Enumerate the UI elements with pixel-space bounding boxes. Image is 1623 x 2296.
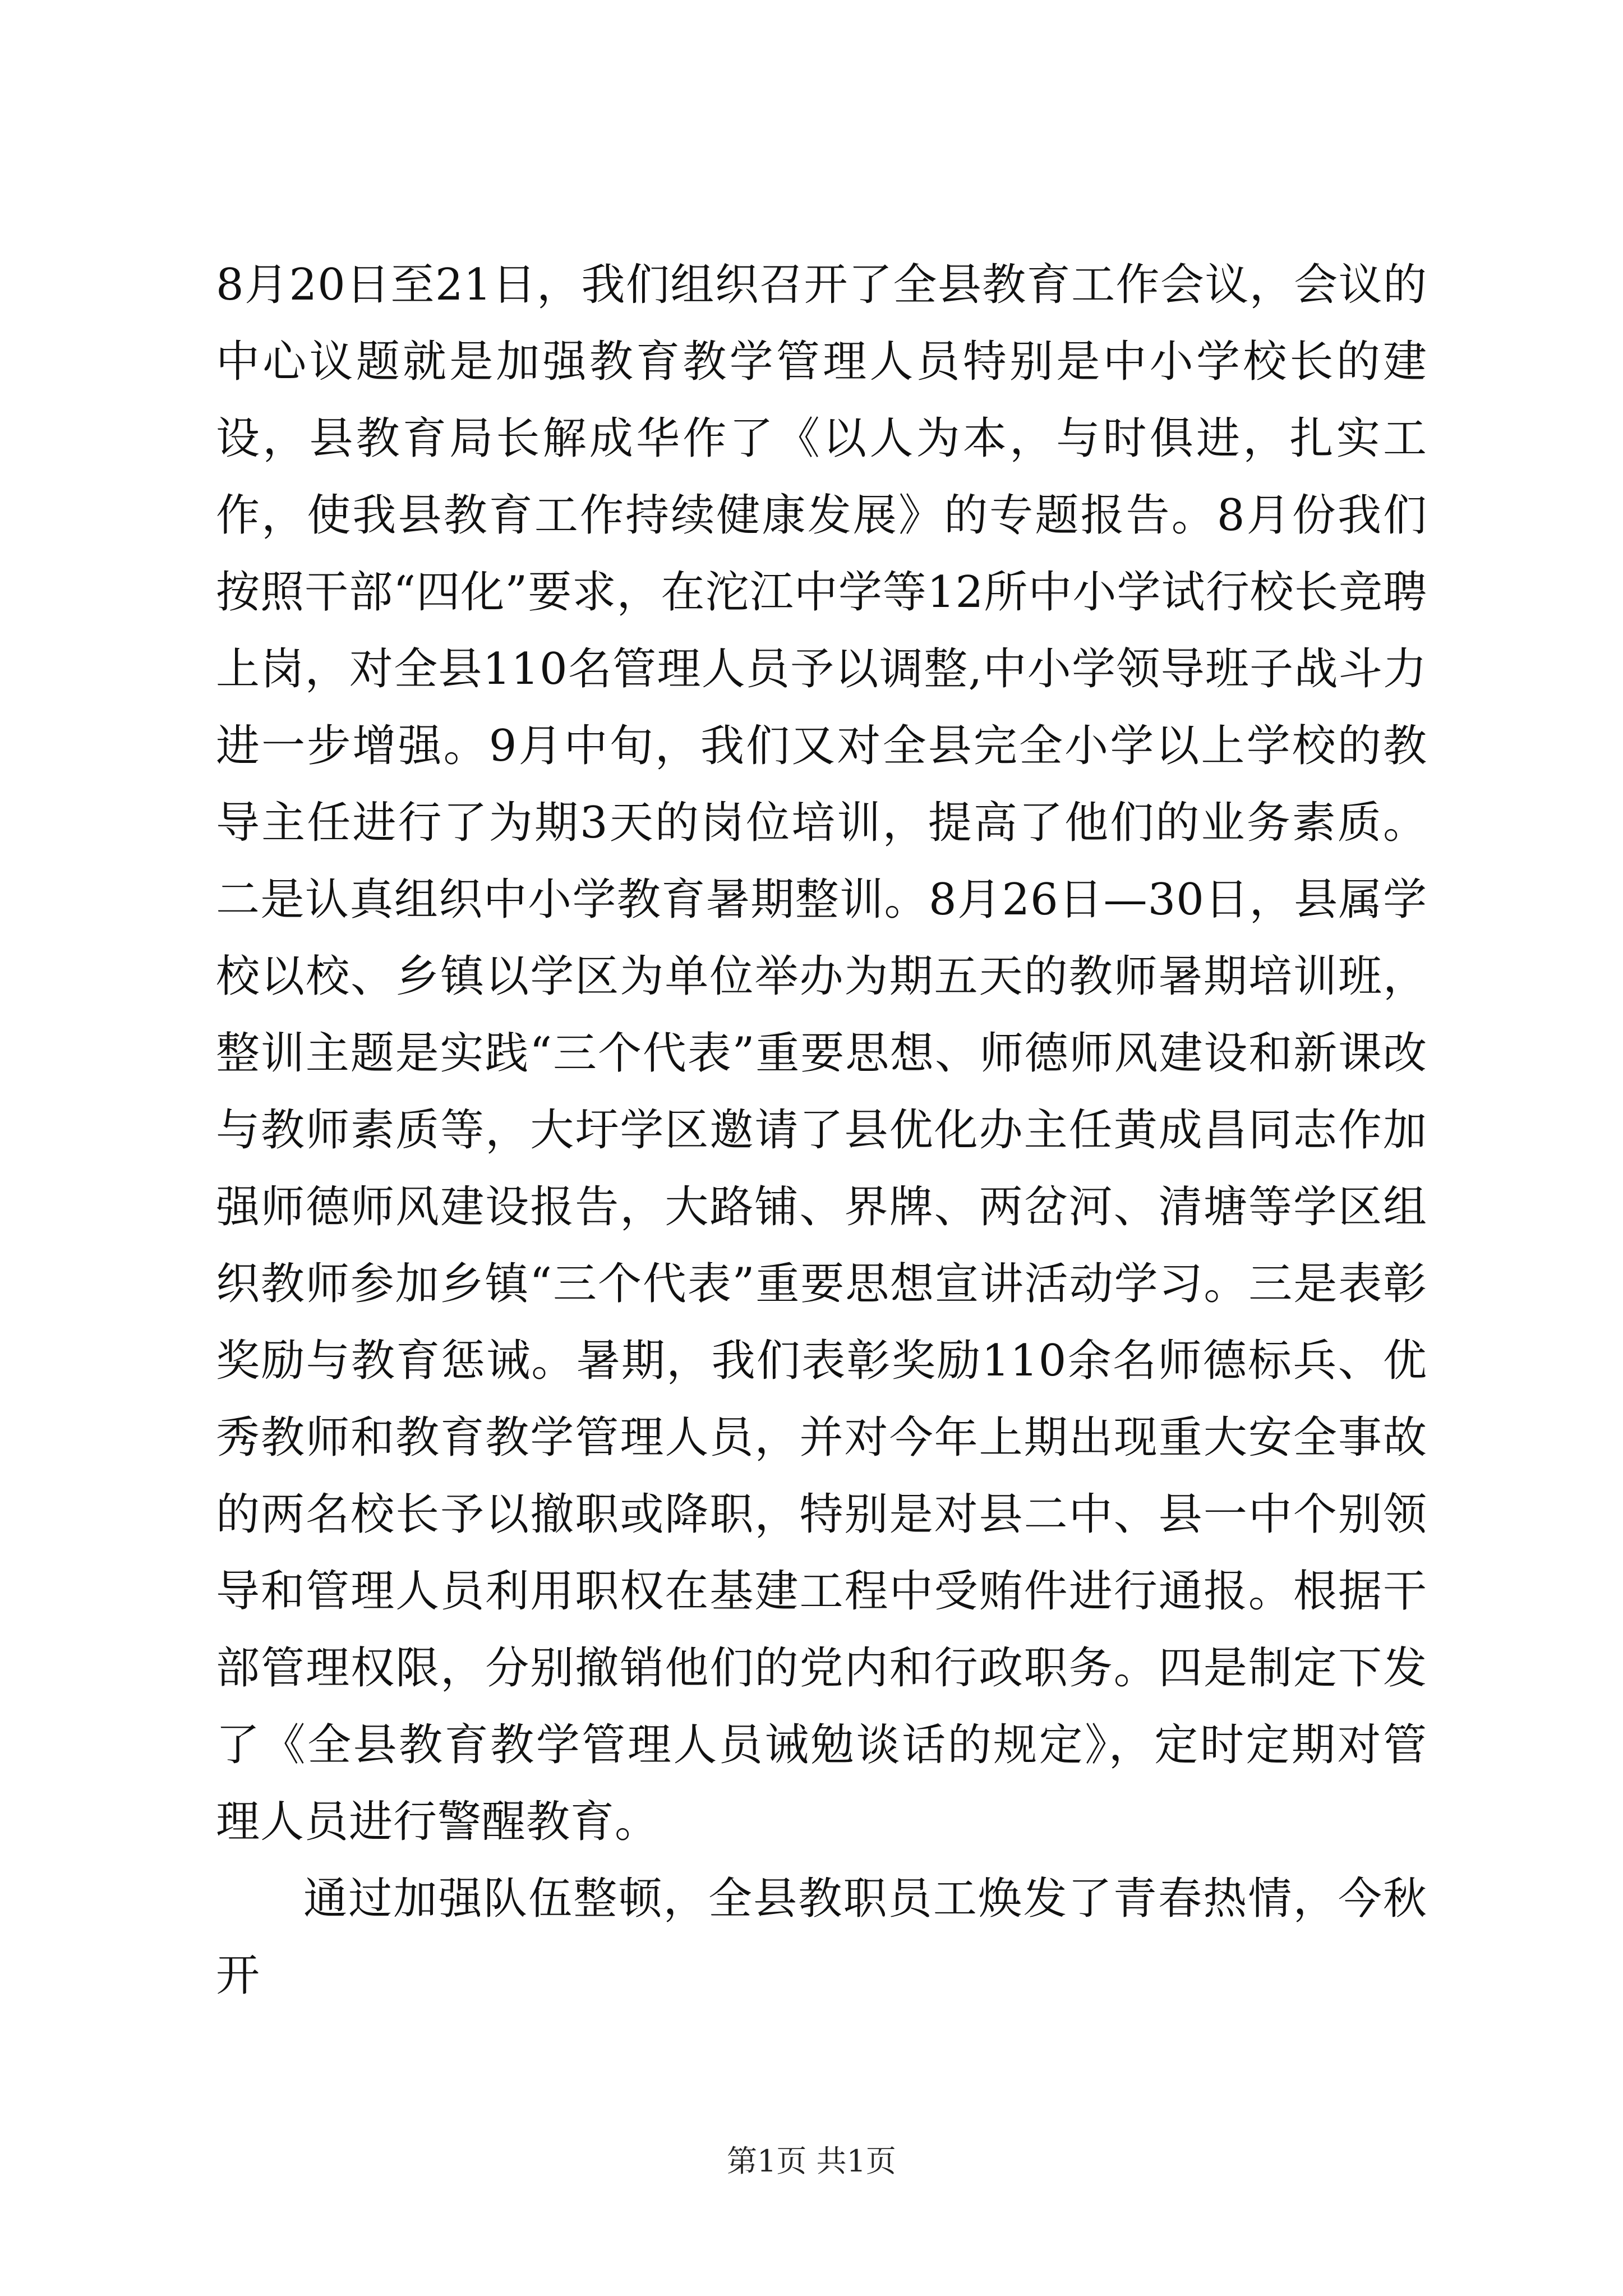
page-number-footer: 第1页 共1页 xyxy=(727,2143,896,2179)
paragraph-2: 通过加强队伍整顿，全县教职员工焕发了青春热情，今秋开 xyxy=(216,1874,1427,2001)
paragraph-1: 8月20日至21日，我们组织召开了全县教育工作会议，会议的中心议题就是加强教育教学管理人员特别是中小学校长的建设，县教育局长解成华作了《以人为本，与时俱进，扎实工作，使我县教育工作持续健康发展》的专题报告。8月份我们按照干部“四化”要求，在沱江中学等12所中小学试行校长竞聘上岗，对全县110名管理人员予以调整,中小学领导班子战斗力进一步增强。9月中旬，我们又对全县完全小学以上学校的教导主任进行了为期3天的岗位培训，提高了他们的业务素质。二是认真组织中小学教育暑期整训。8月26日—30日，县属学校以校、乡镇以学区为单位举办为期五天的教师暑期培训班，整训主题是实践“三个代表”重要思想、师德师风建设和新课改与教师素质等，大圩学区邀请了县优化办主任黄成昌同志作加强师德师风建设报告，大路铺、界牌、两岔河、清塘等学区组织教师参加乡镇“三个代表”重要思想宣讲活动学习。三是表彰奖励与教育惩诫。暑期，我们表彰奖励110余名师德标兵、优秀教师和教育教学管理人员，并对今年上期出现重大安全事故的两名校长予以撤职或降职，特别是对县二中、县一中个别领导和管理人员利用职权在基建工程中受贿件进行通报。根据干部管理权限，分别撤销他们的党内和行政职务。四是制定下发了《全县教育教学管理人员诫勉谈话的规定》，定时定期对管理人员进行警醒教育。 xyxy=(216,260,1427,1847)
document-body xyxy=(216,247,1427,2014)
